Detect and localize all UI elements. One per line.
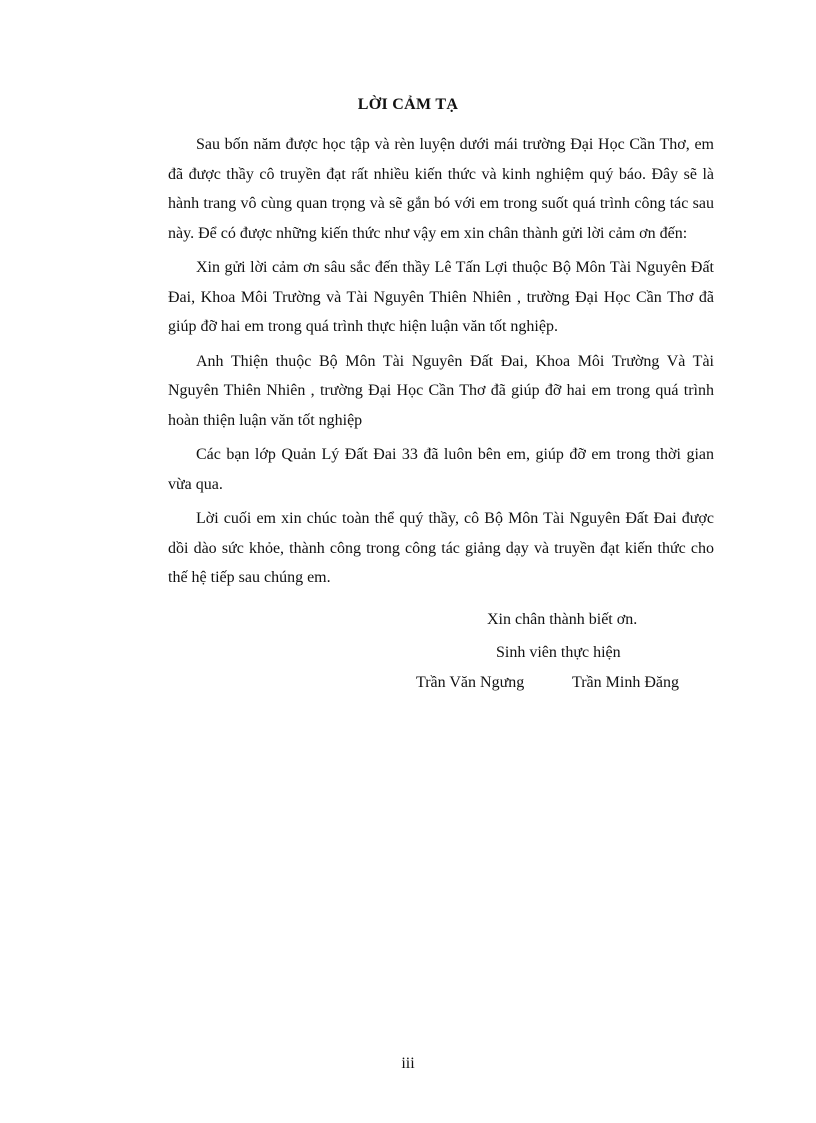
signature-role: Sinh viên thực hiện (496, 644, 621, 661)
page-number: iii (401, 1055, 415, 1072)
acknowledgement-body (168, 130, 714, 598)
paragraph-advisor-thanks: Xin gửi lời cảm ơn sâu sắc đến thầy Lê Tấn Lợi thuộc Bộ Môn Tài Nguyên Đất Đai, Khoa Môi Trường và Tài Nguyên Thiên Nhiên , trường Đại Học Cần Thơ đã giúp đỡ hai em trong quá trình thực hiện luận văn tốt nghiệp. (168, 259, 714, 335)
paragraph-assistant-thanks: Anh Thiện thuộc Bộ Môn Tài Nguyên Đất Đai, Khoa Môi Trường Và Tài Nguyên Thiên Nhiên , trường Đại Học Cần Thơ đã giúp đỡ hai em trong quá trình hoàn thiện luận văn tốt nghiệp (168, 352, 714, 429)
page-title: LỜI CẢM TẠ (357, 96, 459, 113)
signature-student-1: Trần Văn Ngưng (416, 674, 525, 691)
paragraph-closing-wishes: Lời cuối em xin chúc toàn thể quý thầy, cô Bộ Môn Tài Nguyên Đất Đai được dồi dào sức khỏe, thành công trong công tác giảng dạy và truyền đạt kiến thức cho thế hệ tiếp sau chúng em. (168, 510, 714, 586)
paragraph-classmates-thanks: Các bạn lớp Quản Lý Đất Đai 33 đã luôn bên em, giúp đỡ em trong thời gian vừa qua. (168, 446, 714, 493)
signature-student-2: Trần Minh Đăng (572, 674, 679, 691)
signature-thanks: Xin chân thành biết ơn. (487, 611, 638, 628)
paragraph-intro: Sau bốn năm được học tập và rèn luyện dưới mái trường Đại Học Cần Thơ, em đã được thầy cô truyền đạt rất nhiều kiến thức và kinh nghiệm quý báo. Đây sẽ là hành trang vô cùng quan trọng và sẽ gắn bó với em trong suốt quá trình công tác sau này. Để có được những kiến thức như vậy em xin chân thành gửi lời cảm ơn đến: (168, 136, 714, 242)
